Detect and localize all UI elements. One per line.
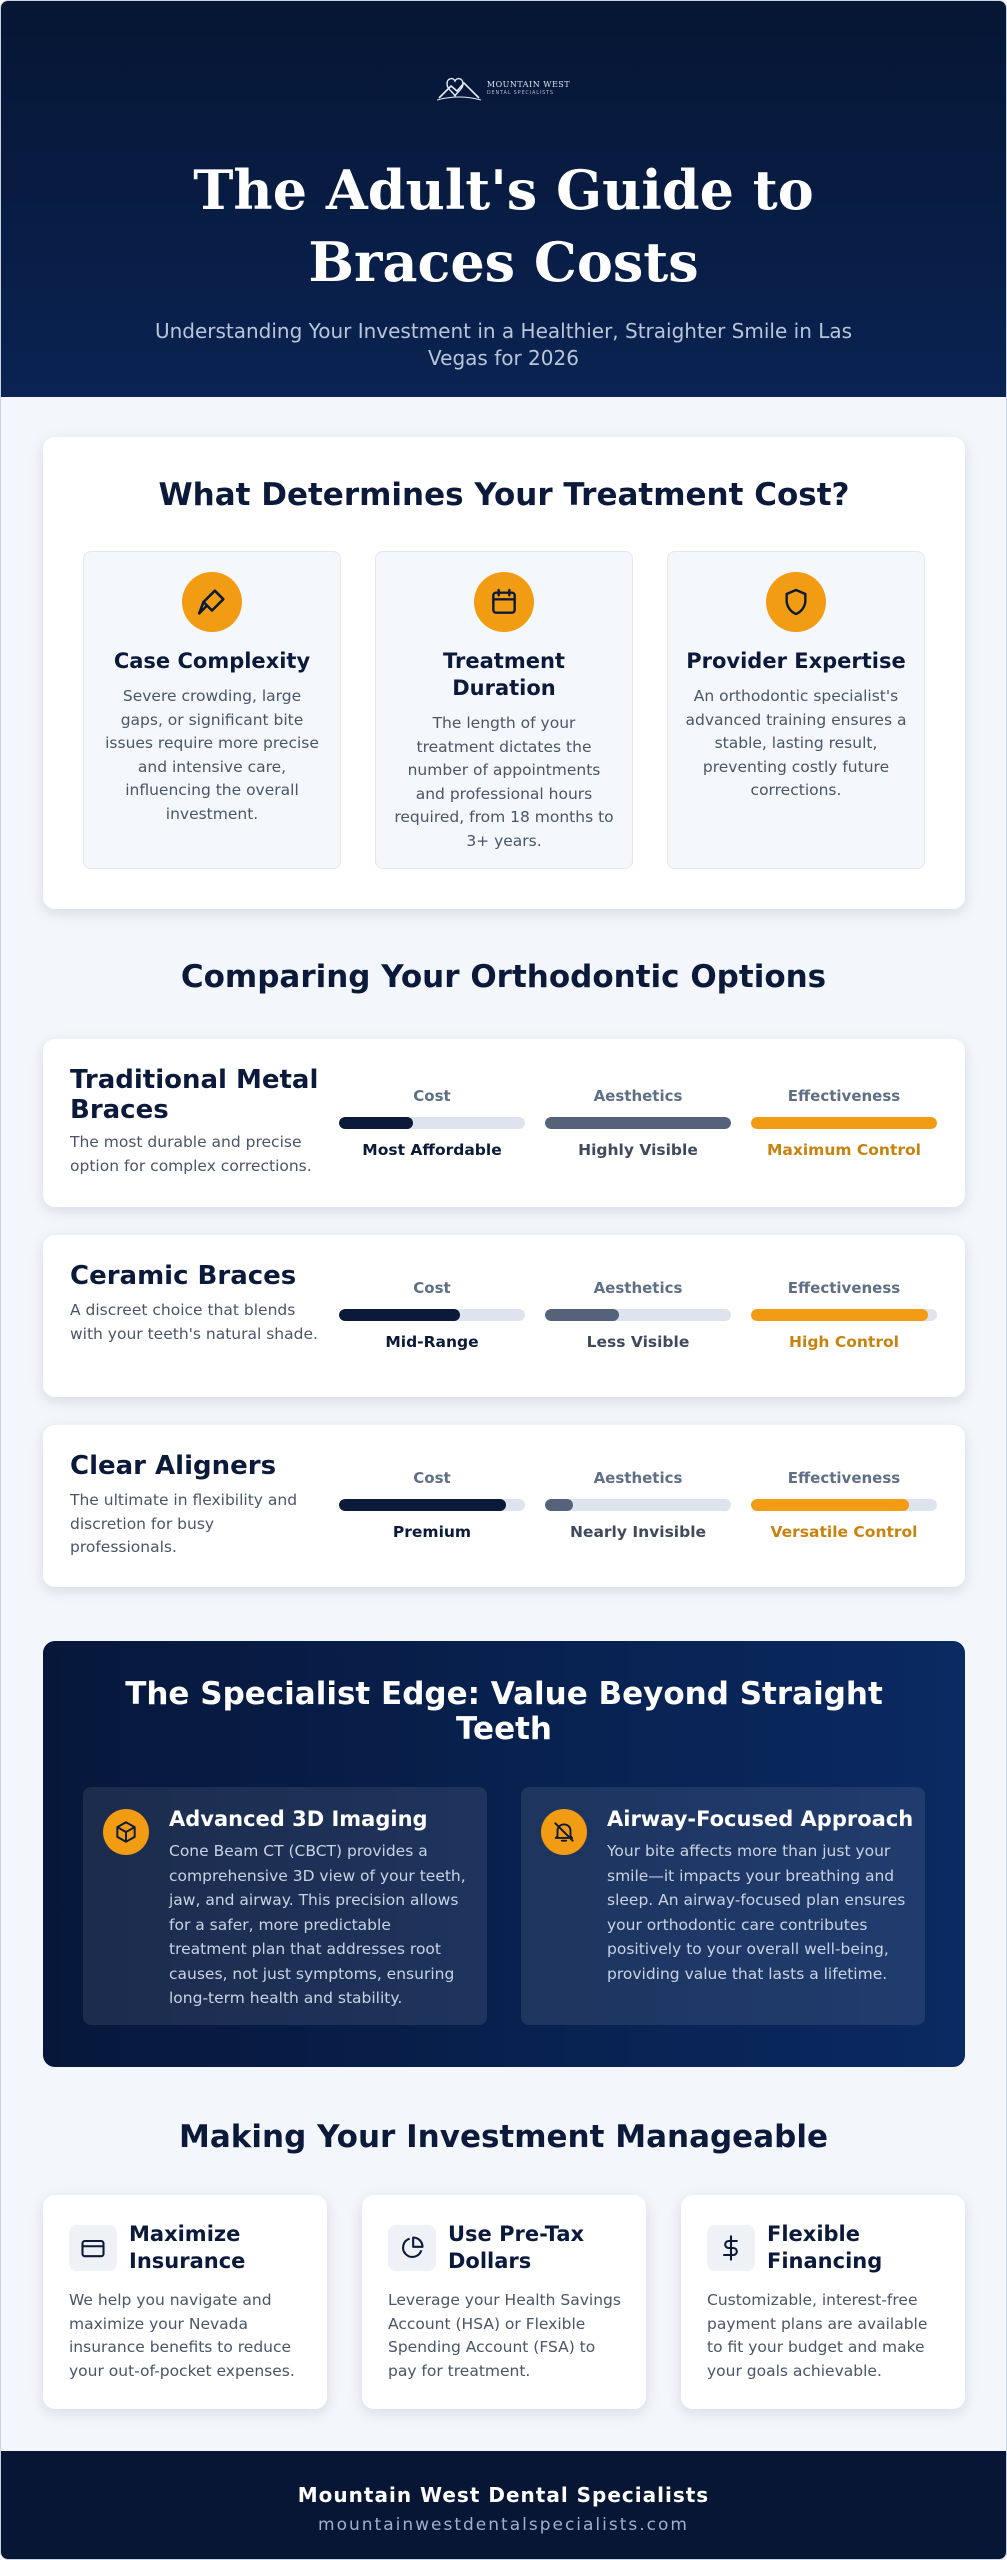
edge-airway	[521, 1787, 925, 2025]
cube-icon	[103, 1809, 149, 1855]
specialist-edge-card	[43, 1641, 965, 2067]
edge-3d-imaging	[83, 1787, 487, 2025]
option-desc: A discreet choice that blends with your teeth's natural shade.	[70, 1301, 318, 1343]
metric-value: Versatile Control	[770, 1523, 918, 1541]
investment-title: Use Pre-Tax Dollars	[448, 2222, 585, 2273]
metric-bar	[545, 1117, 731, 1129]
investment-text: Customizable, interest-free payment plans are available to fit your budget and make your goals achievable.	[707, 2291, 928, 2380]
tooth-tool-icon	[182, 572, 242, 632]
logo-line-1: MOUNTAIN WEST	[486, 79, 571, 89]
metric-bar	[545, 1309, 619, 1321]
metric-value: Premium	[392, 1523, 472, 1541]
metric-value: Mid-Range	[385, 1333, 479, 1351]
metric-value: Highly Visible	[578, 1141, 698, 1159]
metric-bar	[339, 1309, 460, 1321]
metric-value: Nearly Invisible	[569, 1523, 707, 1541]
metric-effectiveness	[751, 1469, 937, 1541]
factor-provider-expertise	[667, 551, 925, 869]
metric-label: Effectiveness	[787, 1087, 901, 1105]
investment-title: Flexible Financing	[767, 2222, 883, 2273]
option-card-metal	[43, 1039, 965, 1207]
factor-text: The length of your treatment dictates the number of appointments and professional hours required, from 18 months to 3+ years.	[394, 714, 614, 850]
option-desc: The most durable and precise option for complex corrections.	[70, 1133, 312, 1175]
metric-value: Most Affordable	[362, 1141, 502, 1159]
hero-header	[1, 1, 1006, 397]
factor-title: Provider Expertise	[686, 649, 906, 673]
page-title: The Adult's Guide to Braces Costs	[193, 158, 814, 294]
shield-icon	[766, 572, 826, 632]
metric-value: Maximum Control	[766, 1141, 921, 1159]
factor-case-complexity	[83, 551, 341, 869]
factor-title: Case Complexity	[113, 649, 311, 673]
factor-text: An orthodontic specialist's advanced training ensures a stable, lasting result, preventing costly future corrections.	[685, 687, 907, 799]
edge-text: Your bite affects more than just your smile—it impacts your breathing and sleep. An airway-focused plan ensures your orthodontic care contributes positively to your overall well-being, providing value that lasts a lifetime.	[607, 1842, 906, 1983]
option-card-ceramic	[43, 1235, 965, 1397]
bell-off-icon	[541, 1809, 587, 1855]
investment-title: Maximize Insurance	[129, 2222, 246, 2273]
section-title-specialist: The Specialist Edge: Value Beyond Straight Teeth	[125, 1676, 883, 1747]
investment-text: We help you navigate and maximize your Nevada insurance benefits to reduce your out-of-pocket expenses.	[69, 2291, 295, 2380]
metric-bar	[751, 1117, 937, 1129]
page-subtitle: Understanding Your Investment in a Healthier, Straighter Smile in Las Vegas for 2026	[154, 319, 853, 370]
edge-title: Airway-Focused Approach	[607, 1807, 914, 1831]
metric-value: High Control	[789, 1333, 899, 1351]
metric-label: Aesthetics	[593, 1279, 683, 1297]
footer-company-name: Mountain West Dental Specialists	[297, 2483, 710, 2507]
metric-bar	[751, 1309, 928, 1321]
metric-bar	[751, 1499, 909, 1511]
footer-website-link[interactable]: mountainwestdentalspecialists.com	[318, 2515, 689, 2535]
metric-effectiveness	[751, 1279, 937, 1351]
metric-bar	[545, 1499, 573, 1511]
factor-title: Treatment Duration	[443, 649, 565, 700]
logo	[437, 71, 570, 105]
option-card-aligners	[43, 1425, 965, 1587]
credit-card-icon	[69, 2225, 117, 2271]
calendar-icon	[474, 572, 534, 632]
metric-aesthetics	[545, 1279, 731, 1351]
metric-aesthetics	[545, 1469, 731, 1541]
metric-label: Cost	[413, 1087, 451, 1105]
section-title-comparison: Comparing Your Orthodontic Options	[180, 959, 827, 995]
metric-label: Effectiveness	[787, 1279, 901, 1297]
metric-label: Aesthetics	[593, 1469, 683, 1487]
option-title: Clear Aligners	[70, 1451, 277, 1481]
investment-text: Leverage your Health Savings Account (HSA) or Flexible Spending Account (FSA) to pay for treatment.	[388, 2291, 621, 2380]
metric-effectiveness	[751, 1087, 937, 1159]
metric-label: Cost	[413, 1279, 451, 1297]
option-desc: The ultimate in flexibility and discretion for busy professionals.	[70, 1491, 298, 1556]
factor-text: Severe crowding, large gaps, or significant bite issues require more precise and intensive care, influencing the overall investment.	[105, 687, 319, 823]
metric-aesthetics	[545, 1087, 731, 1159]
metric-bar	[339, 1117, 413, 1129]
metric-bar	[339, 1499, 506, 1511]
section-title-investment: Making Your Investment Manageable	[179, 2119, 828, 2155]
cost-determinants-card	[43, 437, 965, 909]
option-title: Traditional Metal Braces	[70, 1065, 319, 1125]
pie-chart-icon	[388, 2225, 436, 2271]
footer	[1, 2451, 1006, 2560]
investment-financing	[681, 2195, 965, 2409]
mountain-logo-icon	[437, 74, 481, 102]
metric-label: Aesthetics	[593, 1087, 683, 1105]
logo-line-2: DENTAL SPECIALISTS	[486, 89, 554, 96]
edge-title: Advanced 3D Imaging	[169, 1807, 428, 1831]
dollar-icon	[707, 2225, 755, 2271]
metric-label: Cost	[413, 1469, 451, 1487]
investment-insurance	[43, 2195, 327, 2409]
investment-pretax	[362, 2195, 646, 2409]
section-title-determinants: What Determines Your Treatment Cost?	[158, 477, 850, 513]
edge-text: Cone Beam CT (CBCT) provides a comprehensive 3D view of your teeth, jaw, and airway. This precision allows for a safer, more predictable treatment plan that addresses root causes, not just symptoms, ensuring long-term health and stability.	[169, 1842, 466, 2007]
metric-cost	[339, 1469, 525, 1541]
option-title: Ceramic Braces	[70, 1261, 297, 1291]
metric-cost	[339, 1279, 525, 1351]
metric-value: Less Visible	[586, 1333, 690, 1351]
metric-cost	[339, 1087, 525, 1159]
metric-label: Effectiveness	[787, 1469, 901, 1487]
factor-treatment-duration	[375, 551, 633, 869]
